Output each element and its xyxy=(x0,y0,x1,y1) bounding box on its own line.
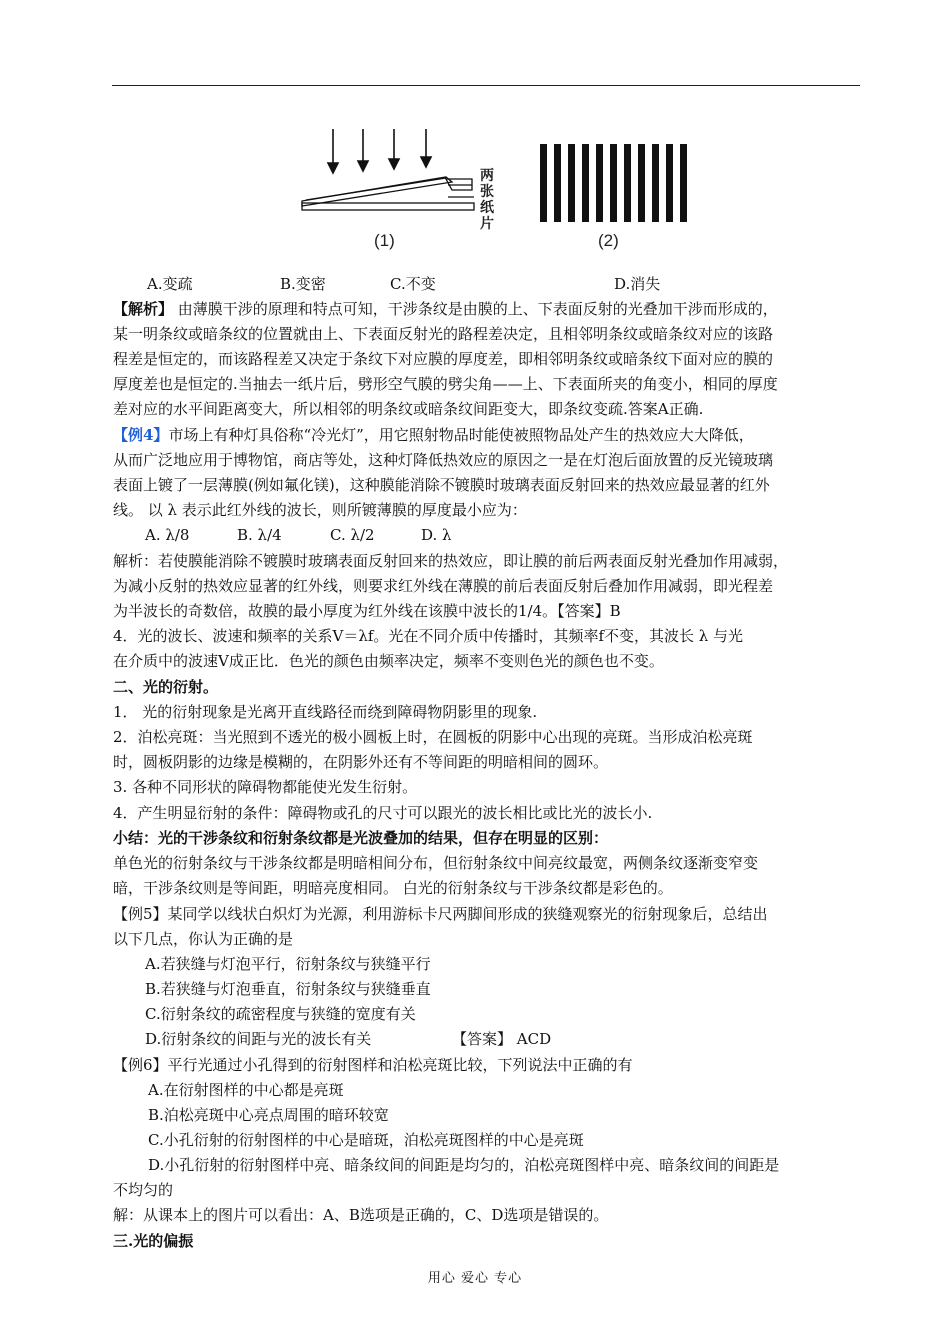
header-rule xyxy=(112,85,860,86)
option-a: A.变疏 xyxy=(147,275,193,293)
text-line: 程差是恒定的，而该路程差又决定于条纹下对应膜的厚度差，即相邻明条纹或暗条纹下面对应的膜的 xyxy=(113,350,774,368)
text-line: 某一明条纹或暗条纹的位置就由上、下表面反射光的路程差决定，且相邻明条纹或暗条纹对应的该路 xyxy=(113,325,774,343)
example6-option-a: A.在衍射图样的中心都是亮斑 xyxy=(148,1081,344,1099)
paper-slips-label: 两张纸片 xyxy=(480,167,494,231)
page-footer: 用心 爱心 专心 xyxy=(427,1271,523,1286)
text-line: 2．泊松亮斑：当光照到不透光的极小圆板上时，在圆板的阴影中心出现的亮斑。当形成泊松亮斑 xyxy=(113,728,753,746)
text-line: 以下几点，你认为正确的是 xyxy=(113,930,294,948)
example4-tag: 【例4】 xyxy=(113,426,169,444)
example5-answer: 【答案】 ACD xyxy=(452,1030,552,1048)
example6-solution: 解：从课本上的图片可以看出：A、B选项是正确的，C、D选项是错误的。 xyxy=(113,1206,609,1224)
text-line: 3. 各种不同形状的障碍物都能使光发生衍射。 xyxy=(113,778,418,796)
thin-film-figure xyxy=(296,125,712,265)
figure-label-1: (1) xyxy=(374,231,395,250)
text-line: 差对应的水平间距离变大，所以相邻的明条纹或暗条纹间距变大，即条纹变疏.答案A正确. xyxy=(113,400,704,418)
arrows-icon xyxy=(328,129,431,173)
example4-option-d: D. λ xyxy=(421,526,452,544)
text-line: 为半波长的奇数倍，故膜的最小厚度为红外线在该膜中波长的1/4。【答案】B xyxy=(113,602,621,620)
example5-option-b: B.若狭缝与灯泡垂直，衍射条纹与狭缝垂直 xyxy=(145,980,431,998)
example5-option-c: C.衍射条纹的疏密程度与狭缝的宽度有关 xyxy=(145,1005,416,1023)
example4-option-b: B. λ/4 xyxy=(237,526,282,544)
text-line: 4．产生明显衍射的条件：障碍物或孔的尺寸可以跟光的波长相比或比光的波长小. xyxy=(113,804,653,822)
analysis-tag: 【解析】 xyxy=(113,300,174,318)
text-line: 不均匀的 xyxy=(113,1181,174,1199)
example6-option-b: B.泊松亮斑中心亮点周围的暗环较宽 xyxy=(148,1106,389,1124)
text-line: 表面上镀了一层薄膜(例如氟化镁)，这种膜能消除不镀膜时玻璃表面反射回来的热效应最显著的红外 xyxy=(113,476,770,494)
text-line: 1． 光的衍射现象是光离开直线路径而绕到障碍物阴影里的现象. xyxy=(113,703,538,721)
example6-option-c: C.小孔衍射的衍射图样的中心是暗斑，泊松亮斑图样的中心是亮斑 xyxy=(148,1131,584,1149)
text-line: 解析：若使膜能消除不镀膜时玻璃表面反射回来的热效应，即让膜的前后两表面反射光叠加作用减弱， xyxy=(113,552,789,570)
example4-option-a: A. λ/8 xyxy=(145,526,190,544)
text-line: 暗，干涉条纹则是等间距，明暗亮度相同。 白光的衍射条纹与干涉条纹都是彩色的。 xyxy=(113,879,673,897)
text-line: 厚度差也是恒定的.当抽去一纸片后，劈形空气膜的劈尖角——上、下表面所夹的角变小，相同的厚度 xyxy=(113,375,778,393)
example5-question: 【例5】某同学以线状白炽灯为光源，利用游标卡尺两脚间形成的狭缝观察光的衍射现象后，总结出 xyxy=(113,905,768,923)
text-line: 在介质中的波速V成正比．色光的颜色由频率决定，频率不变则色光的颜色也不变。 xyxy=(113,652,664,670)
text-line: 线。 以 λ 表示此红外线的波长，则所镀薄膜的厚度最小应为： xyxy=(113,501,527,519)
summary-heading: 小结：光的干涉条纹和衍射条纹都是光波叠加的结果，但存在明显的区别： xyxy=(113,829,609,847)
text-line: 单色光的衍射条纹与干涉条纹都是明暗相间分布，但衍射条纹中间亮纹最宽，两侧条纹逐渐变窄变 xyxy=(113,854,759,872)
example6-option-d: D.小孔衍射的衍射图样中亮、暗条纹间的间距是均匀的，泊松亮斑图样中亮、暗条纹间的间距是 xyxy=(148,1156,780,1174)
example4-question: 【例4】市场上有种灯具俗称“冷光灯”，用它照射物品时能使被照物品处产生的热效应大大降低， xyxy=(113,426,754,444)
glass-plates-icon xyxy=(302,177,474,210)
example4-option-c: C. λ/2 xyxy=(330,526,375,544)
wedge-diagram xyxy=(296,125,712,265)
interference-fringes xyxy=(540,144,687,222)
section-heading-polarization: 三.光的偏振 xyxy=(113,1232,194,1250)
example6-question: 【例6】平行光通过小孔得到的衍射图样和泊松亮斑比较，下列说法中正确的有 xyxy=(113,1056,633,1074)
text-line: 4．光的波长、波速和频率的关系V＝λf。光在不同介质中传播时，其频率f不变，其波长 λ 与光 xyxy=(113,627,744,645)
option-c: C.不变 xyxy=(390,275,436,293)
text-line: 为减小反射的热效应显著的红外线，则要求红外线在薄膜的前后表面反射后叠加作用减弱，即光程差 xyxy=(113,577,774,595)
figure-label-2: (2) xyxy=(598,231,619,250)
example5-option-d: D.衍射条纹的间距与光的波长有关 xyxy=(145,1030,372,1048)
section-heading-diffraction: 二、光的衍射。 xyxy=(113,678,219,696)
option-b: B.变密 xyxy=(280,275,326,293)
example5-option-a: A.若狭缝与灯泡平行，衍射条纹与狭缝平行 xyxy=(145,955,431,973)
text-line: 从而广泛地应用于博物馆，商店等处，这种灯降低热效应的原因之一是在灯泡后面放置的反光镜玻璃 xyxy=(113,451,774,469)
option-d: D.消失 xyxy=(614,275,661,293)
text-line: 时，圆板阴影的边缘是模糊的，在阴影外还有不等间距的明暗相间的圆环。 xyxy=(113,753,609,771)
analysis-paragraph: 【解析】 由薄膜干涉的原理和特点可知，干涉条纹是由膜的上、下表面反射的光叠加干涉而形成的， xyxy=(113,300,778,318)
